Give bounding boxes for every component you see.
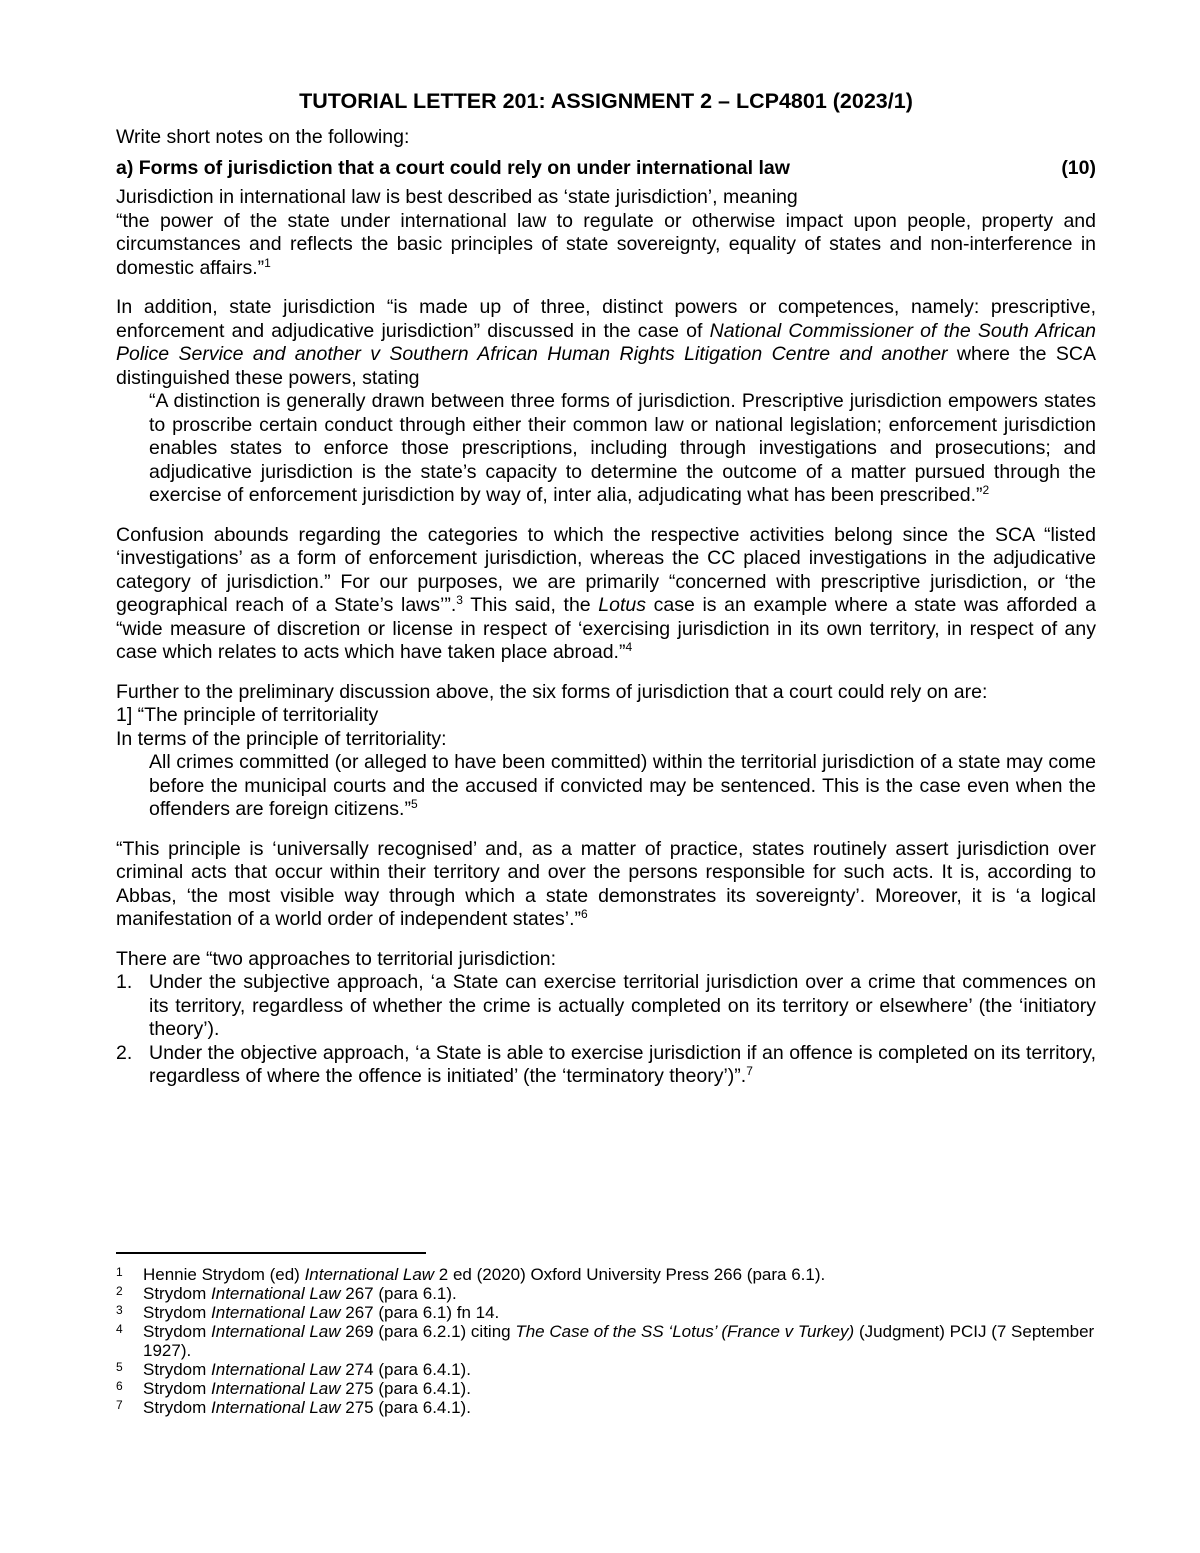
footnote-title: International Law: [211, 1322, 341, 1341]
footnote-text: Strydom: [143, 1303, 212, 1322]
principle-heading-territoriality: 1] “The principle of territoriality: [116, 704, 379, 726]
principle-lead: In terms of the principle of territoriality:: [116, 727, 447, 750]
footnote-text: 267 (para 6.1).: [340, 1284, 457, 1303]
footnote-ref-5[interactable]: 5: [410, 797, 418, 811]
footnote-mark: 5: [116, 1360, 123, 1374]
list-text: Under the subjective approach, ‘a State can exercise territorial jurisdiction over a crime that commences on its territory, regardless of whether the crime is actually completed on its territory or elsewhere’ (the ‘initiatory theory’).: [149, 971, 1096, 1040]
footnote-text: Strydom: [143, 1360, 212, 1379]
approaches-list: [116, 971, 1096, 1089]
paragraph-definition: [116, 186, 1096, 210]
paragraph-confusion: [116, 524, 1096, 665]
footnote-text: Hennie Strydom (ed): [143, 1265, 305, 1284]
footnote-title: International Law: [211, 1398, 341, 1417]
footnote-title: International Law: [211, 1379, 341, 1398]
paragraph-text: where the SCA distinguished these powers, stating: [116, 343, 1096, 389]
intro-text: Write short notes on the following:: [116, 126, 410, 148]
footnote-ref-2[interactable]: 2: [982, 483, 990, 497]
paragraph-definition-lead: Jurisdiction in international law is best described as ‘state jurisdiction’, meaning: [116, 186, 798, 208]
footnote-item: [116, 1322, 1096, 1360]
footnote-text: 269 (para 6.2.1) citing: [340, 1322, 516, 1341]
footnote-mark: 4: [116, 1322, 123, 1336]
footnote-divider: [116, 1252, 426, 1254]
footnote-item: [116, 1265, 1096, 1284]
footnote-item: [116, 1360, 1096, 1379]
paragraph-definition-quote: [116, 210, 1096, 281]
block-quote-territoriality: [149, 751, 1096, 822]
footnote-body: [143, 1379, 1096, 1398]
paragraph-text: This said, the: [462, 594, 599, 616]
footnote-body: [143, 1265, 1096, 1284]
block-quote-sca: [149, 390, 1096, 508]
footnote-mark: 2: [116, 1284, 123, 1298]
footnote-case-title: The Case of the SS ‘Lotus’ (France v Turkey): [515, 1322, 855, 1341]
footnote-mark: 7: [116, 1398, 123, 1412]
paragraph-state-jurisdiction: [116, 296, 1096, 390]
footnote-title: International Law: [211, 1360, 341, 1379]
footnote-text: Strydom: [143, 1284, 212, 1303]
paragraph-text: In addition, state jurisdiction “is made up of three, distinct powers or competences, namely: prescriptive, enforcement and adjudicative jurisdiction” discussed in the case of: [116, 296, 1096, 342]
question-heading: [116, 157, 1096, 181]
question-label: a) Forms of jurisdiction that a court could rely on under international law: [116, 156, 790, 179]
footnote-ref-6[interactable]: 6: [581, 907, 588, 921]
lotus-case-name: Lotus: [598, 594, 646, 616]
footnote-body: [143, 1398, 1096, 1417]
paragraph-universally-recognised: [116, 838, 1096, 932]
footnote-text: 267 (para 6.1) fn 14.: [340, 1303, 500, 1322]
paragraph-text: Confusion abounds regarding the categories to which the respective activities belong since the SCA “listed ‘investigations’ as a form of enforcement jurisdiction, whereas the CC placed investigations in the adjudicative category of jurisdiction.” For our purposes, we are primarily “concerned with prescriptive jurisdiction, or ‘the geographical reach of a State’s laws’”.: [116, 523, 1096, 616]
block-quote-text: All crimes committed (or alleged to have been committed) within the territorial jurisdiction of a state may come before the municipal courts and the accused if convicted may be sentenced. This is the case even when the offenders are foreign citizens.”: [149, 751, 1096, 820]
footnote-ref-4[interactable]: 4: [625, 640, 633, 654]
footnote-body: [143, 1284, 1096, 1303]
footnote-text: 274 (para 6.4.1).: [340, 1360, 471, 1379]
footnote-item: [116, 1303, 1096, 1322]
case-name: National Commissioner of the South African Police Service and another v Southern African Human Rights Litigation Centre and another: [116, 319, 1096, 365]
footnote-item: [116, 1398, 1096, 1417]
footnotes: [116, 1265, 1096, 1417]
footnote-title: International Law: [211, 1303, 341, 1322]
paragraph-two-approaches: There are “two approaches to territorial jurisdiction:: [116, 947, 557, 970]
footnote-item: [116, 1284, 1096, 1303]
footnote-text: 2 ed (2020) Oxford University Press 266 (para 6.1).: [434, 1265, 826, 1284]
paragraph-text: case is an example where a state was afforded a “wide measure of discretion or license in respect of ‘exercising jurisdiction in its own territory, in respect of any case which relates to acts which have taken place abroad.”: [116, 594, 1096, 663]
footnote-text: 275 (para 6.4.1).: [340, 1398, 471, 1417]
list-item: [116, 1042, 1096, 1089]
footnote-text: Strydom: [143, 1398, 212, 1417]
list-text: [149, 1042, 1096, 1089]
footnote-item: [116, 1379, 1096, 1398]
footnote-ref-3[interactable]: 3: [456, 593, 463, 607]
block-quote-text: “A distinction is generally drawn between three forms of jurisdiction. Prescriptive jurisdiction empowers states to proscribe certain conduct through either their common law or national legislation; enforcement jurisdiction enables states to enforce those prescriptions, including through investigations and prosecutions; and adjudicative jurisdiction is the state’s capacity to determine the outcome of a matter pursued through the exercise of enforcement jurisdiction by way of, inter alia, adjudicating what has been prescribed.”: [149, 390, 1096, 506]
list-text-body: Under the objective approach, ‘a State is able to exercise jurisdiction if an offence is completed on its territory, regardless of where the offence is initiated’ (the ‘terminatory theory’)”.: [149, 1041, 1096, 1087]
question-marks: (10): [1061, 156, 1096, 179]
footnote-ref-1[interactable]: 1: [264, 255, 271, 270]
footnote-mark: 3: [116, 1303, 123, 1317]
paragraph-text: “This principle is ‘universally recognised’ and, as a matter of practice, states routinely assert jurisdiction over criminal acts that occur within their territory and over the persons responsible for such acts. It is, according to Abbas, ‘the most visible way through which a state demonstrates its sovereignty’. Moreover, it is ‘a logical manifestation of a world order of independent states’.”: [116, 837, 1096, 930]
footnote-text: (Judgment) PCIJ (7 September 1927).: [143, 1322, 1095, 1360]
list-item: [116, 971, 1096, 1042]
footnote-text: Strydom: [143, 1322, 212, 1341]
footnote-ref-7[interactable]: 7: [746, 1064, 753, 1078]
paragraph-six-forms: Further to the preliminary discussion above, the six forms of jurisdiction that a court could rely on are:: [116, 680, 988, 703]
footnote-body: [143, 1322, 1096, 1360]
footnote-text: 275 (para 6.4.1).: [340, 1379, 471, 1398]
footnote-body: [143, 1303, 1096, 1322]
definition-quote-text: “the power of the state under international law to regulate or otherwise impact upon people, property and circumstances and reflects the basic principles of state sovereignty, equality of states and non-interference in domestic affairs.”: [116, 209, 1096, 279]
footnote-text: Strydom: [143, 1379, 212, 1398]
footnote-body: [143, 1360, 1096, 1379]
list-number: 2.: [116, 1041, 133, 1064]
footnote-title: International Law: [211, 1284, 341, 1303]
footnote-mark: 6: [116, 1379, 123, 1393]
footnote-mark: 1: [116, 1265, 123, 1279]
list-number: 1.: [116, 971, 133, 993]
document-page: [116, 88, 1096, 1089]
page-title: TUTORIAL LETTER 201: ASSIGNMENT 2 – LCP4801 (2023/1): [299, 89, 913, 113]
footnote-title: International Law: [304, 1265, 435, 1284]
